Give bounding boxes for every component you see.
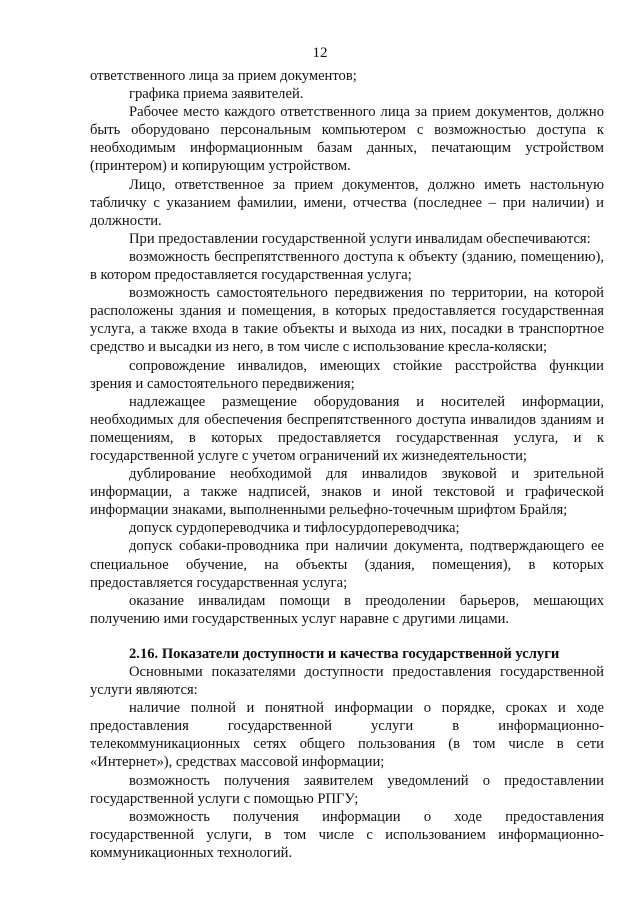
paragraph: графика приема заявителей. [129,86,304,103]
paragraph: Лицо, ответственное за прием документов, должно иметь настольную табличку с указанием фамилии, имени, отчества (последнее – при наличии) и должности. [90,176,604,229]
paragraph: Рабочее место каждого ответственного лица за прием документов, должно быть оборудовано персональным компьютером с возможностью доступа к необходимым информационным базам данных, печатающим устройством (принтером) и копирующим устройством. [90,104,604,175]
paragraph: наличие полной и понятной информации о порядке, сроках и ходе предоставления государственной услуги в информационно-телекоммуникационных сетях общего пользования (в том числе в сети «Интернет»), средствах массовой информации; [90,700,604,771]
paragraph: возможность получения заявителем уведомлений о предоставлении государственной услуги с помощью РПГУ; [90,772,604,807]
paragraph: Основными показателями доступности предоставления государственной услуги являются: [90,664,604,699]
paragraph: надлежащее размещение оборудования и носителей информации, необходимых для обеспечения беспрепятственного доступа инвалидов зданиям и помещениям, в которых предоставляется государственная услуга, и к государственной услуге с учетом ограничений их жизнедеятельности; [90,393,604,464]
section-heading: 2.16. Показатели доступности и качества государственной услуги [129,645,560,662]
paragraph: оказание инвалидам помощи в преодолении барьеров, мешающих получению ими государственных услуг наравне с другими лицами. [90,592,604,627]
paragraph: возможность получения информации о ходе предоставления государственной услуги, в том числе с использованием информационно-коммуникационных технологий. [90,808,604,861]
paragraph: При предоставлении государственной услуги инвалидам обеспечиваются: [129,230,591,247]
paragraph: возможность самостоятельного передвижения по территории, на которой расположены здания и помещения, в которых предоставляется государственная услуга, а также входа в такие объекты и выхода из них, посадки в транспортное средство и высадки из него, в том числе с использование кресла-коляски; [90,285,604,356]
paragraph: допуск собаки-проводника при наличии документа, подтверждающего ее специальное обучение, на объекты (здания, помещения), в которых предоставляется государственная услуга; [90,538,604,591]
paragraph: сопровождение инвалидов, имеющих стойкие расстройства функции зрения и самостоятельного передвижения; [90,357,604,392]
paragraph: дублирование необходимой для инвалидов звуковой и зрительной информации, а также надписей, знаков и иной текстовой и графической информации знаками, выполненными рельефно-точечным шрифтом Брайля; [90,466,604,519]
paragraph: ответственного лица за прием документов; [90,68,357,84]
page-number: 12 [312,45,328,61]
paragraph: возможность беспрепятственного доступа к объекту (зданию, помещению), в котором предоставляется государственная услуга; [90,248,604,284]
document-body [90,67,604,862]
paragraph: допуск сурдопереводчика и тифлосурдопереводчика; [129,520,460,537]
